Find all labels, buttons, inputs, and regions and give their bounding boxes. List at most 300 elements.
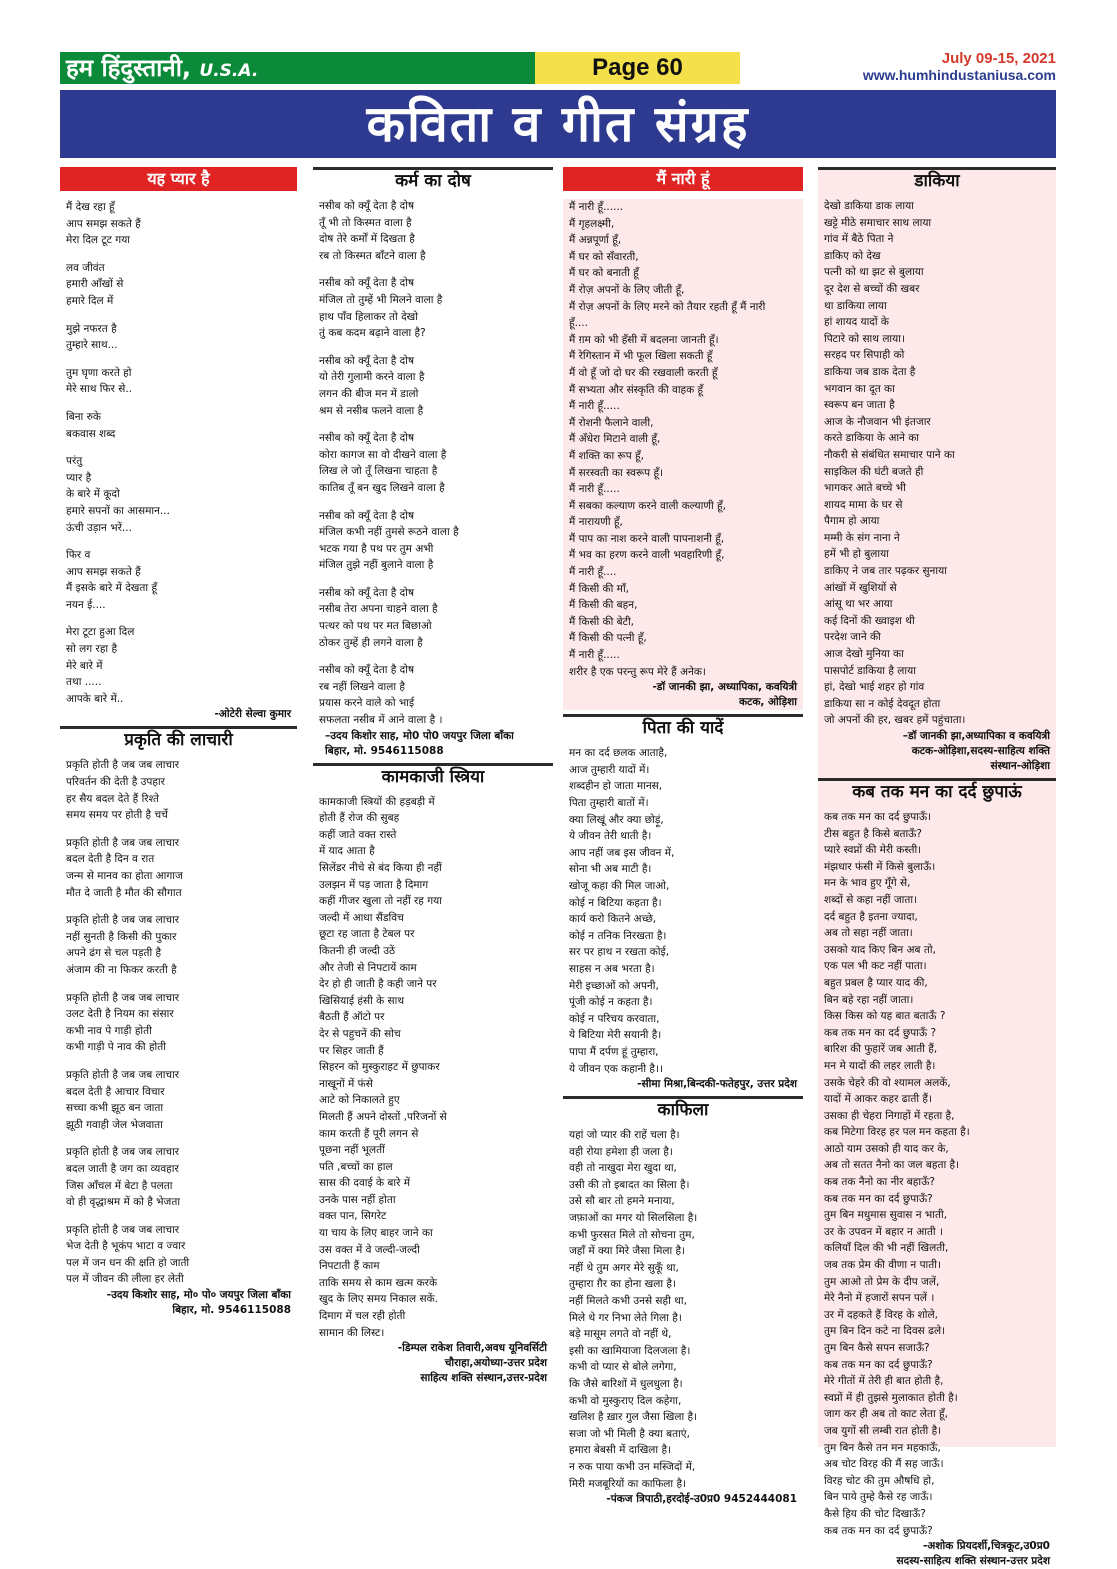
poem-line: लिख ले जो तूँ लिखना चाहता है — [319, 465, 438, 478]
poem-line: तथा ..... — [66, 676, 102, 689]
poem-line: था डाकिया लाया — [824, 299, 887, 312]
poem-line: जन्म से मानव का होता आगाज — [66, 870, 183, 882]
poem-line: पिता तुम्हारी बातों में। — [569, 797, 649, 809]
poem-line: मिलती हैं अपने दोस्तों ,परिजनों से — [319, 1110, 447, 1123]
poem-line: कब तक मन का दर्द छुपाऊँ? — [824, 1192, 933, 1205]
poem-line: शब्दों से कहा नहीं जाता। — [824, 893, 918, 906]
poem-line: सर पर हाथ न रखता कोई, — [569, 946, 670, 959]
poem-line: स्वप्नों में ही तुझसे मुलाकात होती है। — [824, 1391, 958, 1404]
poem-line: कभी नाव पे गाड़ी होती — [66, 1024, 152, 1037]
poem-line: विरह चोट की तुम औषधि हो, — [824, 1474, 935, 1487]
poem-line: जहाँ में क्या मिरे जैसा मिला है। — [569, 1245, 686, 1258]
poem-line: करते डाकिया के आने का — [824, 432, 920, 445]
poem-title: प्रकृति की लाचारी — [60, 726, 297, 751]
poem-body — [563, 1127, 803, 1492]
poem-line: मिरी मजबूरियों का काफिला है। — [569, 1477, 687, 1490]
poem-line: कहीं गीजर खुला तो नहीं रह गया — [319, 895, 442, 908]
poem-line: आप नहीं जब इस जीवन में, — [569, 846, 675, 859]
poem-credit — [60, 707, 297, 722]
poem-line: खलिश है ख़ार गुल जैसा खिला है। — [569, 1411, 698, 1424]
poem-line: देर हो ही जाती है कही जाने पर — [319, 978, 437, 991]
poem-line: प्रकृति होती है जब जब लाचार — [66, 1223, 180, 1236]
poem-line: मैं रोज़ अपनों के लिए जीती हूँ, — [569, 283, 685, 296]
stanza-gap — [319, 419, 547, 430]
poem-body — [313, 794, 553, 1342]
poem-line: सो लग रहा है — [66, 643, 118, 656]
poem-credit — [563, 1492, 803, 1507]
poem-title: कामकाजी स्त्रिया — [313, 763, 553, 788]
poem-line: कब तक मन का दर्द छुपाऊँ ? — [824, 1026, 937, 1039]
stanza-gap — [66, 613, 291, 624]
poem-line: कभी गाड़ी पे नाव की होती — [66, 1041, 166, 1054]
poem-line: नसीब तेरा अपना चाहने वाला है — [319, 603, 438, 616]
poem-line: मैं सबका कल्याण करने वाली कल्याणी हूँ, — [569, 499, 726, 512]
poem-line: मैं शक्ति का रूप हूँ, — [569, 449, 644, 462]
poem-line: कहीं जाते वक्त रास्ते — [319, 828, 397, 841]
poem-line: उर के उपवन में बहार न आती । — [824, 1225, 943, 1238]
poem-line: पल में जन धन की क्षति हो जाती — [66, 1256, 190, 1269]
poem-line: पति ,बच्चों का हाल — [319, 1160, 393, 1173]
poem-line: खोजू कहा की मिल जाओ, — [569, 879, 670, 892]
credit-line: -डॉ जानकी झा, अध्यापिका, कवयित्री — [652, 681, 797, 694]
poem-line: कार्य करो कितने अच्छे, — [569, 913, 657, 926]
poem-line: तुम्हारा ग़ैर का होना खला है। — [569, 1278, 676, 1291]
poem-line: तुम बिन मधुमास सुवास न भाती, — [824, 1209, 948, 1222]
poem-line: या चाय के लिए बाहर जाने का — [319, 1227, 433, 1240]
poem-line: जफ़ाओं का मगर यो सिलसिला है। — [569, 1212, 698, 1225]
poem-line: तूँ भी तो किस्मत वाला है — [319, 216, 412, 229]
poem-line: प्रकृति होती है जब जब लाचार — [66, 991, 180, 1004]
poem-line: दर्द बहुत है इतना ज्यादा, — [824, 910, 918, 923]
poem-line: मिले थे गर निभा लेते गिला है। — [569, 1311, 682, 1324]
poem-line: सफलता नसीब में आने वाला है । — [319, 714, 443, 727]
poem-line: परिवर्तन की देती है उपहार — [66, 776, 165, 789]
poem-line: मम्मी के संग नाना ने — [824, 531, 900, 544]
poem-line: उनके पास नहीं होता — [319, 1193, 396, 1206]
poem-line: कितनी ही जल्दी उठें — [319, 944, 396, 957]
poem-line: कई दिनों की ख्वाइश थी — [824, 614, 915, 627]
column-4 — [818, 167, 1056, 1568]
poem-line: स्वरूप बन जाता है — [824, 399, 895, 412]
poem-line: हमारा बेबसी में दाखिला है। — [569, 1444, 672, 1457]
poem-line: डाकिए को देख — [824, 249, 881, 262]
issue-date: July 09-15, 2021 — [941, 50, 1056, 67]
poem-line: शरीर है एक परन्तु रूप मेरे हैं अनेक। — [569, 665, 706, 678]
poem-line: कभी फुरसत मिले तो सोचना तुम, — [569, 1228, 695, 1241]
poem-line: पूछना नहीं भूलतीं — [319, 1144, 385, 1157]
poem-line: लगन की बीज मन में डालो — [319, 387, 419, 400]
poem-line: सोना भी अब माटी है। — [569, 863, 652, 876]
poem-line: खुद के लिए समय निकाल सकें. — [319, 1293, 438, 1306]
poem-line: मैं अँधेरा मिटाने वाली हूँ, — [569, 433, 661, 446]
poem-body — [563, 745, 803, 1077]
poem-line: मेरा दिल टूट गया — [66, 234, 131, 247]
poem-line: नौकरी से संबंधित समाचार पाने का — [824, 448, 955, 461]
poem-line: डाकिया सा न कोई देवदूत होता — [824, 697, 941, 710]
poem-line: परंतु — [66, 455, 83, 468]
poem-line: हमें भी हो बुलाया — [824, 548, 889, 561]
poem-line: बदल जाती है जग का व्यवहार — [66, 1162, 179, 1175]
poem-line: मैं सभ्यता और संस्कृति की वाहक हूँ — [569, 383, 704, 396]
poem-line: जब तक प्रेम की वीणा न पाती। — [824, 1259, 941, 1272]
poem-line: नहीं मिलते कभी उनसे सही था, — [569, 1295, 687, 1308]
masthead — [60, 52, 1056, 84]
poem-line: जिस आँचल में बेटा है पलता — [66, 1179, 173, 1192]
poem-line: बारिश की फुहारें जब आती हैं, — [824, 1043, 938, 1056]
poem-line: किस किस को यह बात बताऊँ ? — [824, 1010, 946, 1023]
poem-line: आज के नौजवान भी इंतजार — [824, 415, 931, 428]
poem-line: प्यार है — [66, 471, 92, 484]
poem-line: प्रकृति होती है जब जब लाचार — [66, 836, 180, 849]
poem-line: बदल देती है आचार विचार — [66, 1085, 165, 1098]
poem-line: आठो याम उसको ही याद कर के, — [824, 1142, 949, 1155]
poem-body — [563, 199, 803, 680]
credit-line: –डॉ जानकी झा,अध्यापिका व कवयित्री — [902, 730, 1050, 742]
poem-line: आंसू था भर आया — [824, 598, 893, 611]
poem-line: लव जीवंत — [66, 261, 105, 274]
poem-line: मंजिल तो तुम्हें भी मिलने वाला है — [319, 293, 443, 306]
poem-credit — [563, 1077, 803, 1092]
poem-line: ये जीवन एक कहानी है।। — [569, 1062, 663, 1075]
poem-line: पत्थर को पथ पर मत बिछाओ — [319, 620, 432, 633]
poem-line: उलझन में पड़ जाता है दिमाग — [319, 878, 429, 891]
brand-title: हम हिंदुस्तानी, — [66, 54, 192, 82]
poem-line: हां, देखो भाई शहर हो गांव — [824, 681, 925, 694]
column-2 — [313, 167, 553, 1447]
poem-line: कभी वो मुस्कुराए दिल कहेगा, — [569, 1394, 682, 1407]
poem-line: वही तो नाखुदा मेरा खुदा था, — [569, 1162, 677, 1175]
poem-body — [60, 199, 297, 707]
poem-line: उर में दहकते हैं विरह के शोले, — [824, 1308, 938, 1321]
stanza-gap — [66, 398, 291, 409]
poem-line: मैं ग़म को भी हँसी में बदलना जानती हूँ। — [569, 333, 719, 346]
stanza-gap — [66, 310, 291, 321]
stanza-gap — [66, 901, 291, 912]
poem-line: बड़े मासूम लगते वो नहीं थे, — [569, 1328, 672, 1341]
poem-line: मन के भाव हुए गूँगे से, — [824, 877, 911, 890]
poem-line: उस वक्त में वे जल्दी-जल्दी — [319, 1243, 420, 1256]
poem-line: नहीं सुनती है किसी की पुकार — [66, 930, 177, 943]
poem-line: नसीब को क्यूँ देता है दोष — [319, 586, 415, 599]
poem-line: ताकि समय से काम खत्म करके — [319, 1276, 438, 1289]
poem-line: नसीब को क्यूँ देता है दोष — [319, 509, 415, 522]
poem-line: के बारे में कूदो — [66, 488, 120, 501]
poem-line: मंजिल कभी नहीं तुमसे रूठने वाला है — [319, 526, 459, 539]
poem-line: समय समय पर होती है चर्चे — [66, 809, 168, 822]
poem-line: पर सिहर जाती हैं — [319, 1044, 384, 1057]
poem-line: रब नहीं लिखने वाला है — [319, 680, 405, 693]
poem-body — [60, 757, 297, 1288]
stanza-gap — [66, 249, 291, 260]
poem-title: कब तक मन का दर्द छुपाऊं — [818, 778, 1056, 803]
poem-body — [313, 198, 553, 729]
poem-line: सामान की लिस्ट। — [319, 1326, 385, 1339]
poem-title: कर्म का दोष — [313, 167, 553, 192]
poem-line: मेरे नैनो में हजारों सपन पलें । — [824, 1292, 935, 1305]
poem-line: मैं नारी हूँ..... — [569, 649, 620, 662]
poem-line: भटक गया है पथ पर तुम अभी — [319, 542, 434, 555]
poem-line: कब तक मन का दर्द छुपाऊँ? — [824, 1524, 933, 1537]
poem-line: बकवास शब्द — [66, 427, 116, 440]
credit-line: -अशोक प्रियदर्शी,चित्रकूट,उ0प्र0 — [922, 1540, 1050, 1553]
credit-line: -उदय किशोर साह, मो० पो० जयपुर जिला बाँका — [106, 1289, 291, 1302]
poem-credit — [313, 729, 553, 759]
stanza-gap — [319, 651, 547, 662]
poem-line: वो ही वृद्धाश्रम में को है भेजता — [66, 1196, 181, 1209]
poem-line: कोई न बिटिया कहता है। — [569, 896, 662, 909]
stanza-gap — [66, 354, 291, 365]
stanza-gap — [319, 342, 547, 353]
poem-line: सजा जो भी मिली है क्या बताएं, — [569, 1427, 690, 1440]
poem-line: मैं वो हूँ जो दो घर की रखवाली करती हूँ — [569, 366, 718, 379]
poem-line: हमारी आँखों से — [66, 278, 124, 291]
poem-line: मैं किसी की माँ, — [569, 582, 630, 595]
poem-line: दिमाग में चल रही होती — [319, 1310, 406, 1323]
poem-line: ये बिटिया मेरी सयानी है। — [569, 1029, 662, 1042]
poem-block — [563, 199, 803, 710]
credit-line: -ओटेरी सेल्वा कुमार — [214, 708, 291, 721]
stanza-gap — [66, 442, 291, 453]
poem-line: छूटा रह जाता है टेबल पर — [319, 928, 415, 941]
page-number: Page 60 — [535, 52, 740, 84]
credit-line: सदस्य-साहित्य शक्ति संस्थान-उत्तर प्रदेश — [896, 1555, 1050, 1568]
poem-line: मैं अन्नपूर्णा हूँ, — [569, 234, 622, 247]
poem-line: मैं पाप का नाश करने वाली पापनाशनी हूँ, — [569, 532, 725, 545]
poem-line: आप समझ सकते हैं — [66, 565, 141, 578]
poem-line: पूंजी कोई न कहता है। — [569, 996, 653, 1009]
website-link[interactable]: www.humhindustaniusa.com — [862, 67, 1056, 83]
poem-line: देर से पहुचनें की सोच — [319, 1027, 401, 1040]
poem-line: प्रकृति होती है जब जब लाचार — [66, 759, 180, 772]
poem-line: सरहद पर सिपाही को — [824, 349, 905, 362]
poem-line: पिटारे को साथ लाया। — [824, 332, 905, 345]
poem-line: नसीब को क्यूँ देता है दोष — [319, 200, 415, 212]
poem-line: आपके बारे में.. — [66, 692, 124, 705]
poem-line: तुम्हारे साथ... — [66, 339, 118, 352]
poem-line: मैं घर को बनाती हूँ — [569, 267, 639, 280]
poem-line: प्रयास करने वाले को भाई — [319, 697, 415, 710]
poem-line: अब चोट विरह की मैं सह जाऊँ। — [824, 1458, 944, 1471]
poem-line: पासपोर्ट डाकिया है लाया — [824, 664, 916, 677]
poem-line: हमारे सपनों का आसमान... — [66, 504, 170, 517]
poem-line: सास की दवाई के बारे में — [319, 1177, 411, 1190]
stanza-gap — [319, 574, 547, 585]
publication-name — [60, 52, 535, 84]
poem-line: काम करती हैं पूरी लगन से — [319, 1127, 419, 1140]
poem-line: कैसे हिय की चोट दिखाऊँ? — [824, 1507, 926, 1520]
poem-line: में याद आता है — [319, 845, 375, 858]
poem-line: मैं नारी हूँ.... — [569, 566, 617, 579]
poem-line: यो तेरी गुलामी करने वाला है — [319, 371, 425, 384]
poem-line: मैं भव का हरण करने वाली भवहारिणी हूँ, — [569, 549, 725, 562]
poem-line: नसीब को क्यूँ देता है दोष — [319, 277, 415, 290]
poem-credit — [818, 729, 1056, 774]
poem-line: गांव में बैठे पिता ने — [824, 233, 894, 246]
credit-line: बिहार, मो. 9546115088 — [325, 744, 444, 757]
poem-line: डाकिया जब डाक देता है — [824, 365, 916, 378]
poem-line: मुझे नफरत है — [66, 322, 117, 335]
stanza-gap — [319, 497, 547, 508]
poem-line: कोई न परिचय करवाता, — [569, 1012, 660, 1025]
poem-line: मंझधार फंसी में किसे बुलाऊँ। — [824, 860, 936, 873]
poem-line: ऊंची उड़ान भरें... — [66, 521, 132, 534]
poem-line: डाकिए ने जब तार पढ़कर सुनाया — [824, 565, 947, 578]
poem-line: उलट देती है नियम का संसार — [66, 1008, 174, 1021]
poem-line: देखो डाकिया डाक लाया — [824, 200, 914, 212]
poem-line: जल्दी में आधा सैंडविच — [319, 911, 404, 924]
poem-line: आंखों में खुशियों से — [824, 581, 897, 594]
poem-line: तुं कब कदम बढ़ाने वाला है? — [319, 327, 426, 340]
poem-line: बिना रुके — [66, 410, 101, 423]
poem-line: मैं नारायणी हूँ, — [569, 516, 623, 529]
poem-line: हूँ.... — [569, 317, 588, 330]
dateline — [863, 50, 1056, 84]
poem-line: तुम बिन कैसे सपन सजाऊँ? — [824, 1342, 930, 1354]
poem-line: प्रकृति होती है जब जब लाचार — [66, 1146, 180, 1159]
poem-line: रब तो किस्मत बाँटने वाला है — [319, 249, 426, 262]
poem-line: मन मे यादों की लहर लाती है। — [824, 1059, 936, 1072]
stanza-gap — [66, 536, 291, 547]
poem-line: मैं नारी हूँ..... — [569, 400, 620, 413]
poem-line: हमारे दिल में — [66, 294, 114, 307]
poem-line: उसी की तो इबादत का सिला है। — [569, 1178, 690, 1191]
stanza-gap — [66, 979, 291, 990]
poem-line: कोरा कागज सा वो दीखने वाला है — [319, 448, 447, 461]
poem-line: नसीब को क्यूँ देता है दोष — [319, 664, 415, 677]
poem-line: परदेश जाने की — [824, 631, 881, 644]
credit-line: चौराहा,अयोध्या-उत्तर प्रदेश — [444, 1357, 547, 1370]
poem-line: होती हैं रोज की सुबह — [319, 812, 400, 825]
poem-line: कब तक नैनो का नीर बहाऊँ? — [824, 1176, 935, 1189]
poem-line: मैं गृहलक्ष्मी, — [569, 217, 615, 230]
poem-line: आज तुम्हारी यादों में। — [569, 763, 650, 776]
stanza-gap — [66, 824, 291, 835]
poem-line: वही रोया हमेशा ही जला है। — [569, 1145, 673, 1158]
column-1 — [60, 167, 297, 1447]
stanza-gap — [319, 264, 547, 275]
poem-line: अब तो सतत नैनो का जल बहता है। — [824, 1159, 960, 1172]
poem-line: प्यारे स्वप्नों की मेरी कस्ती। — [824, 844, 922, 857]
poem-line: उसे सौ बार तो हमने मनाया, — [569, 1195, 675, 1208]
poem-line: बदल देती है दिन व रात — [66, 853, 155, 866]
poem-line: मैं रोशनी फैलाने वाली, — [569, 416, 654, 429]
poem-line: और तेजी से निपटायें काम — [319, 961, 417, 974]
poem-title: मैं नारी हूं — [563, 167, 803, 191]
poem-line: पत्नी को था झट से बुलाया — [824, 266, 924, 279]
poem-line: बिन बहे रहा नहीं जाता। — [824, 993, 914, 1006]
poem-line: कब तक मन का दर्द छुपाऊँ। — [824, 811, 932, 823]
poem-line: झूठी गवाही जेल भेजवाता — [66, 1118, 163, 1131]
poem-line: यादों में आकर कहर ढाती हैं। — [824, 1093, 932, 1106]
credit-line: -पंकज त्रिपाठी,हरदोई-उ0प्र0 9452444081 — [606, 1493, 797, 1506]
poem-line: खिसियाई हंसी के साथ — [319, 994, 405, 1007]
poem-credit — [313, 1341, 553, 1386]
poem-line: प्रकृति होती है जब जब लाचार — [66, 914, 180, 927]
credit-line: –उदय किशोर साह, मो0 पो0 जयपुर जिला बाँका — [325, 729, 514, 742]
poem-line: मेरे गीतों में तेरी ही बात होती है, — [824, 1375, 944, 1388]
poem-line: दोष तेरे कर्मों में दिखता है — [319, 233, 415, 246]
poem-line: नसीब को क्यूँ देता है दोष — [319, 432, 415, 445]
poem-line: हां शायद यादों के — [824, 316, 890, 329]
credit-line: कटक-ओड़िशा,सदस्य-साहित्य शक्ति — [911, 745, 1050, 757]
poem-line: मैं देख रहा हूँ — [66, 201, 115, 213]
poem-line: मौत दे जाती है मौत की सौगात — [66, 886, 182, 899]
poem-line: सच्चा कभी झूठ बन जाता — [66, 1102, 164, 1115]
credit-line: बिहार, मो. 9546115088 — [172, 1304, 291, 1317]
poem-line: मैं रेगिस्तान में भी फूल खिला सकती हूँ — [569, 350, 713, 363]
poem-line: वक्त पान, सिगरेट — [319, 1210, 387, 1223]
stanza-gap — [66, 1211, 291, 1222]
poem-line: मैं किसी की बेटी, — [569, 615, 635, 628]
poem-line: श्रम से नसीब फलने वाला है — [319, 404, 424, 417]
poem-line: हर सैय बदल देते हैं रिश्ते — [66, 792, 160, 805]
poem-line: प्रकृति होती है जब जब लाचार — [66, 1068, 180, 1081]
poem-line: तुम आओ तो प्रेम के दीप जलें, — [824, 1275, 940, 1288]
poem-line: टीस बहुत है किसे बताऊँ? — [824, 827, 922, 840]
poem-line: न रुक पाया कभी उन मस्जिदों में, — [569, 1460, 696, 1473]
poem-line: तुम बिन दिन कटे ना दिवस ढले। — [824, 1325, 946, 1338]
poem-line: मंजिल तुझे नहीं बुलाने वाला है — [319, 559, 434, 572]
poem-line: पैगाम हो आया — [824, 515, 880, 528]
poem-line: साहस न अब भरता है। — [569, 962, 655, 975]
poem-line: मन का दर्द छलक आताहै, — [569, 747, 668, 760]
poem-line: कभी वो प्यार से बोले लगेगा, — [569, 1361, 677, 1374]
brand-suffix: U.S.A. — [199, 61, 259, 81]
poem-line: यहां जो प्यार की राहें चला है। — [569, 1129, 680, 1142]
poem-line: कातिब तूँ बन खुद लिखने वाला है — [319, 481, 445, 494]
poem-line: उसका ही चेहरा निगाहों में रहता है, — [824, 1109, 955, 1122]
poem-line: मेरे साथ फिर से.. — [66, 383, 132, 396]
poem-line: नहीं थे तुम अगर मेरे सुकूँ था, — [569, 1261, 679, 1274]
poem-line: दूर देश से बच्चों की खबर — [824, 282, 920, 295]
poem-credit — [60, 1288, 297, 1318]
credit-line: संस्थान-ओड़िशा — [990, 760, 1050, 772]
poem-line: मैं इसके बारे में देखता हूँ — [66, 582, 158, 595]
poem-credit — [563, 680, 803, 710]
poem-line: नसीब को क्यूँ देता है दोष — [319, 354, 415, 367]
poem-line: जाग कर ही अब तो काट लेता हूँ, — [824, 1408, 948, 1421]
poem-line: मैं घर को सँवारती, — [569, 250, 639, 263]
poem-line: पल में जीवन की लीला हर लेती — [66, 1273, 184, 1286]
poem-line: जो अपनों की हर, खबर हमें पहुंचाता। — [824, 714, 966, 727]
poem-line: उसके चेहरे की वो श्यामल अलकें, — [824, 1076, 951, 1089]
poem-line: साइकिल की घंटी बजते ही — [824, 465, 924, 478]
poem-line: अपने ढंग से चल पड़ती है — [66, 947, 162, 960]
poem-line: मैं किसी की पत्नी हूँ, — [569, 632, 647, 645]
poem-body — [818, 809, 1056, 1539]
poem-line: भागकर आते बच्चे भी — [824, 482, 906, 495]
poem-line: शब्दहीन हो जाता मानस, — [569, 780, 663, 793]
poem-line: एक पल भी कट नहीं पाता। — [824, 960, 927, 973]
poem-line: मैं नारी हूँ...... — [569, 201, 624, 213]
poem-line: अब तो सहा नहीं जाता। — [824, 927, 913, 940]
poem-line: तुम घृणा करते हो — [66, 366, 132, 379]
poem-line: जब युगों सी लम्बी रात होती है। — [824, 1424, 942, 1437]
poem-line: क्या लिखूं और क्या छोड़ूं, — [569, 813, 664, 826]
poem-line: कब तक मन का दर्द छुपाऊँ? — [824, 1358, 933, 1371]
poem-line: शायद मामा के घर से — [824, 498, 903, 511]
poem-line: आप समझ सकते हैं — [66, 217, 141, 230]
poem-line: मैं सरस्वती का स्वरूप हूँ। — [569, 466, 664, 479]
poem-line: हाथ पाँव हिलाकर तो देखो — [319, 310, 418, 323]
poem-line: कामकाजी स्त्रियों की हड़बड़ी में — [319, 795, 435, 808]
poem-line: फिर व — [66, 549, 91, 562]
poem-line: मेरे बारे में — [66, 659, 103, 672]
poem-line: खट्टे मीठे समाचार साथ लाया — [824, 216, 932, 229]
poem-title: काफिला — [563, 1096, 803, 1121]
section-banner: कविता व गीत संग्रह — [60, 90, 1056, 158]
poem-line: भेज देती है भूकंप भाटा व ज्वार — [66, 1240, 186, 1253]
